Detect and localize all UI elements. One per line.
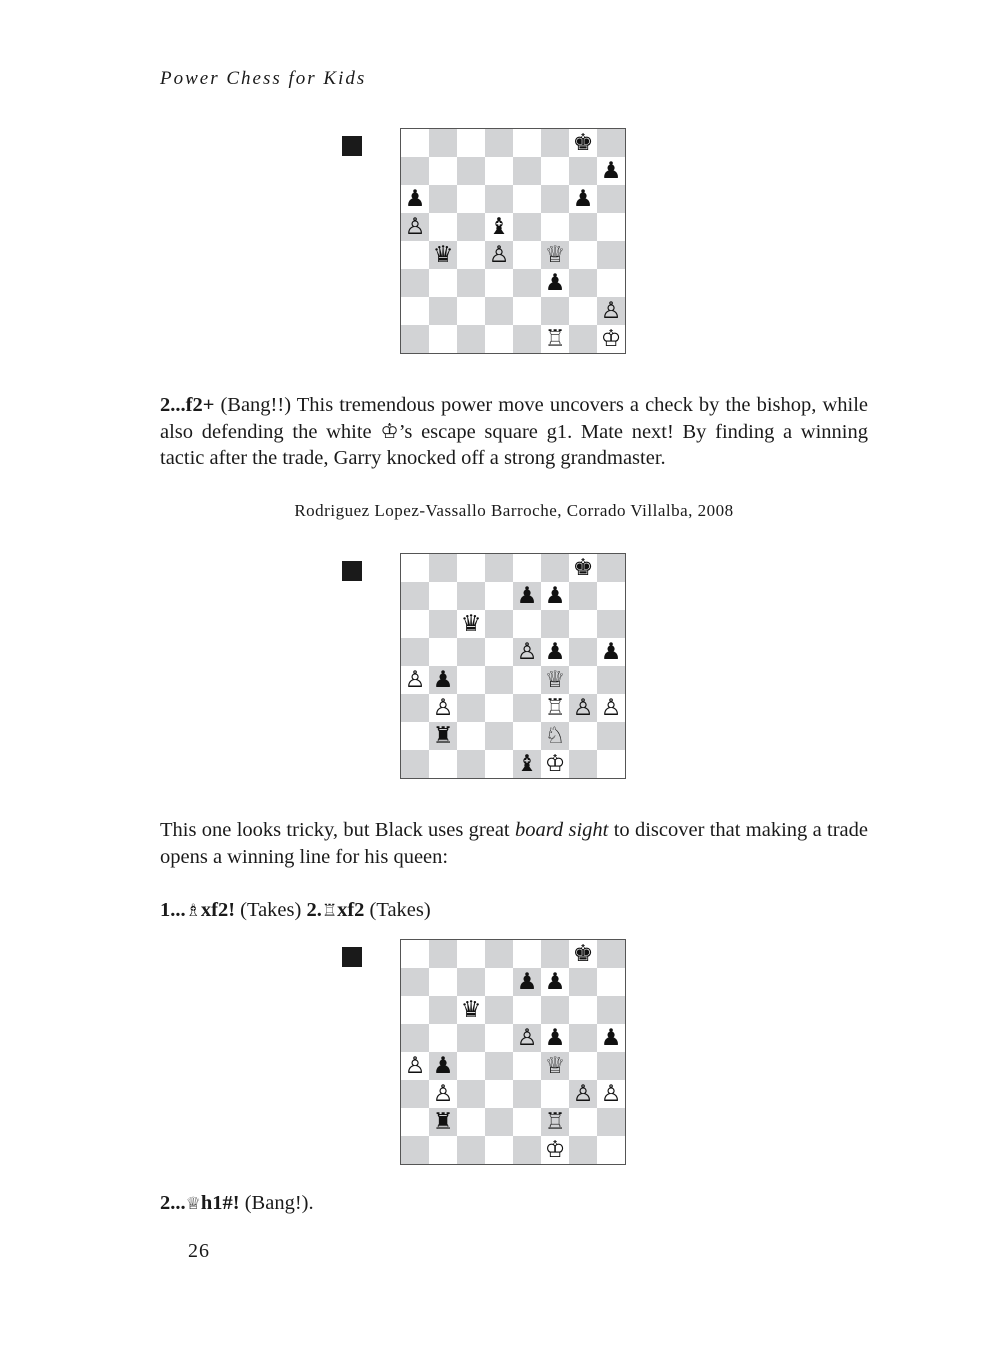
white-king-icon-h1: ♔ xyxy=(597,325,625,353)
white-pawn-icon-e5: ♙ xyxy=(513,638,541,666)
square-a7 xyxy=(401,582,429,610)
square-h8 xyxy=(597,940,625,968)
square-b1 xyxy=(429,1136,457,1164)
square-d8 xyxy=(485,129,513,157)
black-pawn-icon-e7: ♟ xyxy=(513,968,541,996)
square-d8 xyxy=(485,554,513,582)
black-pawn-icon-h7: ♟ xyxy=(597,157,625,185)
square-d2 xyxy=(485,297,513,325)
square-d2 xyxy=(485,1108,513,1136)
square-c3 xyxy=(457,694,485,722)
square-e7 xyxy=(513,157,541,185)
square-d4 xyxy=(485,1052,513,1080)
square-d4 xyxy=(485,666,513,694)
square-c8 xyxy=(457,554,485,582)
square-a7 xyxy=(401,157,429,185)
black-bishop-icon-d5: ♝ xyxy=(485,213,513,241)
square-h2 xyxy=(597,722,625,750)
white-pawn-icon-a4: ♙ xyxy=(401,1052,429,1080)
square-g4 xyxy=(569,1052,597,1080)
square-h6 xyxy=(597,185,625,213)
square-b8 xyxy=(429,554,457,582)
square-a7 xyxy=(401,968,429,996)
square-d8 xyxy=(485,940,513,968)
square-h3 xyxy=(597,269,625,297)
square-a3 xyxy=(401,1080,429,1108)
square-a1 xyxy=(401,325,429,353)
white-pawn-icon-b3: ♙ xyxy=(429,1080,457,1108)
square-d1 xyxy=(485,1136,513,1164)
square-g6 xyxy=(569,610,597,638)
square-b2 xyxy=(429,297,457,325)
square-h1 xyxy=(597,750,625,778)
square-d7 xyxy=(485,968,513,996)
white-rook-icon-f1: ♖ xyxy=(541,325,569,353)
moves-line xyxy=(160,897,868,925)
square-c2 xyxy=(457,297,485,325)
square-a1 xyxy=(401,750,429,778)
square-g2 xyxy=(569,297,597,325)
black-to-move-marker xyxy=(342,561,362,581)
square-e8 xyxy=(513,940,541,968)
square-g4 xyxy=(569,241,597,269)
black-pawn-icon-h5: ♟ xyxy=(597,1024,625,1052)
square-b6 xyxy=(429,996,457,1024)
square-b1 xyxy=(429,750,457,778)
white-pawn-icon-h3: ♙ xyxy=(597,1080,625,1108)
page-number: 26 xyxy=(188,1240,210,1262)
square-h7 xyxy=(597,968,625,996)
white-rook-icon-f3: ♖ xyxy=(541,694,569,722)
square-c3 xyxy=(457,1080,485,1108)
black-pawn-icon-a6: ♟ xyxy=(401,185,429,213)
square-f6 xyxy=(541,610,569,638)
square-b5 xyxy=(429,1024,457,1052)
square-c2 xyxy=(457,722,485,750)
white-knight-icon-f2: ♘ xyxy=(541,722,569,750)
queen-icon: ♕ xyxy=(185,1194,201,1214)
square-d7 xyxy=(485,157,513,185)
square-e2 xyxy=(513,297,541,325)
square-g1 xyxy=(569,1136,597,1164)
move-1-comment: (Takes) xyxy=(235,899,307,921)
square-c5 xyxy=(457,638,485,666)
square-f6 xyxy=(541,996,569,1024)
square-b7 xyxy=(429,582,457,610)
square-g5 xyxy=(569,1024,597,1052)
square-a1 xyxy=(401,1136,429,1164)
square-b6 xyxy=(429,185,457,213)
square-b3 xyxy=(429,269,457,297)
square-c1 xyxy=(457,325,485,353)
square-c4 xyxy=(457,1052,485,1080)
square-d6 xyxy=(485,185,513,213)
square-e8 xyxy=(513,554,541,582)
square-c5 xyxy=(457,1024,485,1052)
white-pawn-icon-h3: ♙ xyxy=(597,694,625,722)
black-pawn-icon-f7: ♟ xyxy=(541,582,569,610)
black-to-move-marker xyxy=(342,947,362,967)
chessboard xyxy=(400,939,626,1165)
white-rook-icon-f2: ♖ xyxy=(541,1108,569,1136)
white-pawn-icon-b3: ♙ xyxy=(429,694,457,722)
black-rook-icon-b2: ♜ xyxy=(429,1108,457,1136)
square-h1 xyxy=(597,1136,625,1164)
white-pawn-icon-g3: ♙ xyxy=(569,694,597,722)
square-a8 xyxy=(401,554,429,582)
black-pawn-icon-h5: ♟ xyxy=(597,638,625,666)
black-queen-icon-c6: ♛ xyxy=(457,996,485,1024)
black-pawn-icon-f3: ♟ xyxy=(541,269,569,297)
square-f3 xyxy=(541,1080,569,1108)
square-a4 xyxy=(401,241,429,269)
white-queen-icon-f4: ♕ xyxy=(541,666,569,694)
black-pawn-icon-b4: ♟ xyxy=(429,1052,457,1080)
square-h4 xyxy=(597,666,625,694)
black-pawn-icon-f5: ♟ xyxy=(541,638,569,666)
square-c2 xyxy=(457,1108,485,1136)
square-f6 xyxy=(541,185,569,213)
square-a3 xyxy=(401,694,429,722)
square-c8 xyxy=(457,940,485,968)
square-d6 xyxy=(485,610,513,638)
square-h8 xyxy=(597,554,625,582)
square-c1 xyxy=(457,1136,485,1164)
black-king-icon-g8: ♚ xyxy=(569,554,597,582)
commentary-paragraph-2 xyxy=(160,817,868,870)
black-queen-icon-c6: ♛ xyxy=(457,610,485,638)
square-g5 xyxy=(569,213,597,241)
square-b5 xyxy=(429,638,457,666)
black-pawn-icon-b4: ♟ xyxy=(429,666,457,694)
square-d3 xyxy=(485,1080,513,1108)
square-g7 xyxy=(569,968,597,996)
white-pawn-icon-g3: ♙ xyxy=(569,1080,597,1108)
square-e4 xyxy=(513,666,541,694)
square-g7 xyxy=(569,582,597,610)
final-move-line xyxy=(160,1190,868,1218)
square-g2 xyxy=(569,1108,597,1136)
chessboard xyxy=(400,553,626,779)
black-king-icon-g8: ♚ xyxy=(569,940,597,968)
move-2-comment: (Takes) xyxy=(364,899,431,921)
black-bishop-icon-e1: ♝ xyxy=(513,750,541,778)
square-d1 xyxy=(485,325,513,353)
square-a2 xyxy=(401,297,429,325)
rook-icon: ♖ xyxy=(321,901,338,921)
square-h6 xyxy=(597,610,625,638)
black-pawn-icon-e7: ♟ xyxy=(513,582,541,610)
square-b7 xyxy=(429,968,457,996)
square-h6 xyxy=(597,996,625,1024)
square-e2 xyxy=(513,1108,541,1136)
square-f8 xyxy=(541,940,569,968)
square-b5 xyxy=(429,213,457,241)
chessboard xyxy=(400,128,626,354)
emphasis-text: board sight xyxy=(514,819,609,841)
square-e6 xyxy=(513,610,541,638)
commentary-text: (Bang!!) This tremendous power move uncovers a check by the bishop, while also defending the white ♔’s escape square g1. Mate next! By finding a winning tactic after the trade, Garry knocked off a strong grandmaster. xyxy=(160,394,868,469)
square-d1 xyxy=(485,750,513,778)
square-a2 xyxy=(401,1108,429,1136)
square-d7 xyxy=(485,582,513,610)
game-source: Rodriguez Lopez-Vassallo Barroche, Corrado Villalba, 2008 xyxy=(294,501,734,520)
square-h4 xyxy=(597,1052,625,1080)
square-d5 xyxy=(485,638,513,666)
white-pawn-icon-d4: ♙ xyxy=(485,241,513,269)
square-g6 xyxy=(569,996,597,1024)
black-pawn-icon-f7: ♟ xyxy=(541,968,569,996)
square-d6 xyxy=(485,996,513,1024)
white-king-icon-f1: ♔ xyxy=(541,1136,569,1164)
square-a6 xyxy=(401,610,429,638)
square-e4 xyxy=(513,1052,541,1080)
square-h8 xyxy=(597,129,625,157)
square-g1 xyxy=(569,325,597,353)
square-b1 xyxy=(429,325,457,353)
square-e6 xyxy=(513,185,541,213)
square-h4 xyxy=(597,241,625,269)
square-f2 xyxy=(541,297,569,325)
square-c5 xyxy=(457,213,485,241)
square-c7 xyxy=(457,582,485,610)
square-f7 xyxy=(541,157,569,185)
square-d3 xyxy=(485,694,513,722)
square-d2 xyxy=(485,722,513,750)
square-c7 xyxy=(457,157,485,185)
square-d3 xyxy=(485,269,513,297)
black-to-move-marker xyxy=(342,136,362,156)
square-e1 xyxy=(513,325,541,353)
square-g3 xyxy=(569,269,597,297)
square-g5 xyxy=(569,638,597,666)
square-a8 xyxy=(401,129,429,157)
square-h7 xyxy=(597,582,625,610)
square-e5 xyxy=(513,213,541,241)
square-e6 xyxy=(513,996,541,1024)
square-c6 xyxy=(457,185,485,213)
final-move: 2...♕h1#! xyxy=(160,1192,240,1214)
square-e8 xyxy=(513,129,541,157)
running-head: Power Chess for Kids xyxy=(160,68,367,89)
move-2: 2.♖xf2 xyxy=(306,899,365,921)
square-e3 xyxy=(513,269,541,297)
final-comment: (Bang!). xyxy=(239,1192,314,1214)
square-f8 xyxy=(541,129,569,157)
square-e3 xyxy=(513,1080,541,1108)
black-rook-icon-b2: ♜ xyxy=(429,722,457,750)
commentary-paragraph-1 xyxy=(160,392,868,472)
square-c1 xyxy=(457,750,485,778)
move-notation: 2...f2+ xyxy=(160,394,215,416)
square-c8 xyxy=(457,129,485,157)
square-e2 xyxy=(513,722,541,750)
square-g1 xyxy=(569,750,597,778)
square-a8 xyxy=(401,940,429,968)
square-c4 xyxy=(457,666,485,694)
white-pawn-icon-a4: ♙ xyxy=(401,666,429,694)
square-e4 xyxy=(513,241,541,269)
black-queen-icon-b4: ♛ xyxy=(429,241,457,269)
white-queen-icon-f4: ♕ xyxy=(541,241,569,269)
square-a6 xyxy=(401,996,429,1024)
square-c4 xyxy=(457,241,485,269)
square-a2 xyxy=(401,722,429,750)
square-g7 xyxy=(569,157,597,185)
black-king-icon-g8: ♚ xyxy=(569,129,597,157)
white-queen-icon-f4: ♕ xyxy=(541,1052,569,1080)
square-a5 xyxy=(401,638,429,666)
black-pawn-icon-g6: ♟ xyxy=(569,185,597,213)
square-a3 xyxy=(401,269,429,297)
square-h5 xyxy=(597,213,625,241)
square-f5 xyxy=(541,213,569,241)
black-pawn-icon-f5: ♟ xyxy=(541,1024,569,1052)
square-f8 xyxy=(541,554,569,582)
square-b8 xyxy=(429,940,457,968)
square-d5 xyxy=(485,1024,513,1052)
square-e3 xyxy=(513,694,541,722)
text-before: This one looks tricky, but Black uses great xyxy=(160,819,515,841)
square-c3 xyxy=(457,269,485,297)
square-c7 xyxy=(457,968,485,996)
white-pawn-icon-a5: ♙ xyxy=(401,213,429,241)
white-pawn-icon-h2: ♙ xyxy=(597,297,625,325)
square-e1 xyxy=(513,1136,541,1164)
move-1: 1...♗xf2! xyxy=(160,899,236,921)
square-b6 xyxy=(429,610,457,638)
square-g2 xyxy=(569,722,597,750)
square-b7 xyxy=(429,157,457,185)
text-after: to discover that making a trade opens a winning line for his queen: xyxy=(160,819,868,868)
white-king-icon-f1: ♔ xyxy=(541,750,569,778)
square-g4 xyxy=(569,666,597,694)
bishop-icon: ♗ xyxy=(185,901,201,921)
square-h2 xyxy=(597,1108,625,1136)
square-b8 xyxy=(429,129,457,157)
square-a5 xyxy=(401,1024,429,1052)
white-pawn-icon-e5: ♙ xyxy=(513,1024,541,1052)
